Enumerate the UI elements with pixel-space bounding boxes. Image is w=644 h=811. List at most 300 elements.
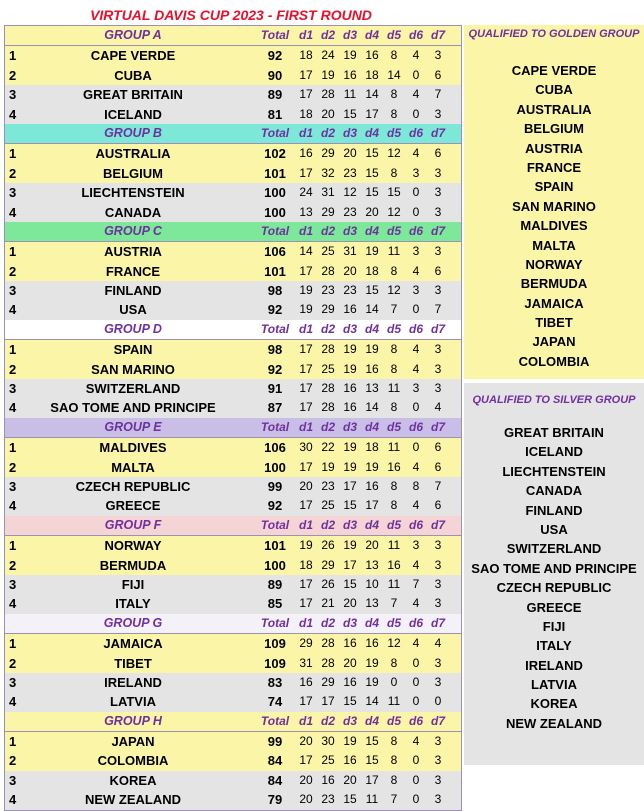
group-name: GROUP G [103,615,163,630]
day-score: 23 [321,792,335,807]
team-rank: 2 [9,557,17,573]
day-header: d1 [298,28,313,42]
day-score: 28 [321,342,335,357]
total-header: Total [260,615,290,630]
day-score: 16 [343,674,357,689]
day-header: d3 [342,321,357,336]
day-score: 20 [365,204,379,219]
day-score: 8 [390,48,398,63]
day-header: d7 [430,713,445,728]
day-score: 13 [365,381,379,396]
team-total: 106 [264,244,286,260]
day-header: d4 [364,419,379,434]
day-header: d3 [342,713,357,728]
team-rank: 2 [9,67,17,83]
day-score: 0 [412,772,420,787]
day-score: 11 [387,440,401,455]
golden-team: AUSTRALIA [516,101,592,117]
day-score: 14 [365,400,379,415]
day-score: 28 [321,636,335,651]
day-header: d4 [364,321,379,336]
group-name: GROUP E [104,419,162,434]
team-total: 101 [264,165,286,181]
team-name: SWITZERLAND [85,381,181,397]
day-score: 16 [343,302,357,317]
day-score: 11 [387,576,401,591]
day-score: 20 [299,734,313,749]
day-score: 17 [299,753,313,768]
golden-team: BERMUDA [520,276,588,292]
silver-team: SWITZERLAND [506,541,602,557]
day-header: d4 [364,125,379,140]
silver-group-list [464,423,644,733]
day-score: 3 [434,106,442,121]
team-name: MALTA [111,459,155,475]
day-score: 7 [390,302,398,317]
day-score: 8 [390,734,398,749]
day-header: d5 [386,125,401,140]
day-score: 16 [343,67,357,82]
day-score: 22 [321,440,335,455]
day-score: 18 [365,263,379,278]
silver-team: KOREA [530,696,578,712]
day-score: 3 [434,734,442,749]
day-score: 3 [412,538,420,553]
day-score: 18 [299,48,313,63]
golden-team: FRANCE [526,159,582,175]
team-total: 84 [267,772,283,788]
team-total: 87 [267,400,283,416]
team-row [5,105,461,124]
day-score: 23 [343,165,357,180]
day-score: 4 [412,734,420,749]
team-total: 89 [267,576,283,592]
day-score: 0 [412,694,420,709]
day-score: 19 [365,674,379,689]
group-header [5,418,461,438]
day-score: 8 [390,655,398,670]
day-score: 11 [387,694,401,709]
day-score: 16 [365,48,379,63]
day-score: 8 [390,498,398,513]
group-header [5,320,461,340]
team-name: KOREA [109,772,157,788]
day-score: 15 [343,498,357,513]
day-score: 11 [387,538,401,553]
day-header: d6 [408,321,423,336]
day-score: 7 [412,576,420,591]
day-score: 0 [412,400,420,415]
team-row [5,300,461,319]
team-row [5,536,461,555]
golden-team: SAN MARINO [512,198,596,214]
day-score: 4 [412,342,420,357]
day-score: 6 [434,498,442,513]
team-row [5,360,461,379]
team-total: 90 [267,67,283,83]
day-score: 16 [365,361,379,376]
day-score: 20 [365,538,379,553]
day-header: d3 [342,615,357,630]
day-header: d2 [320,28,335,42]
team-row [5,477,461,496]
day-header: d6 [408,223,423,238]
day-score: 14 [299,244,313,259]
team-rank: 4 [9,302,17,318]
day-score: 19 [299,538,313,553]
day-header: d4 [364,517,379,532]
day-score: 29 [299,636,313,651]
day-header: d3 [342,419,357,434]
day-header: d1 [298,713,313,728]
day-score: 0 [412,67,420,82]
team-row [5,771,461,790]
team-total: 109 [264,636,286,652]
team-row [5,438,461,457]
silver-team: CANADA [525,483,583,499]
day-score: 18 [299,106,313,121]
day-score: 12 [387,204,401,219]
day-score: 20 [343,655,357,670]
team-name: SPAIN [113,342,153,358]
day-score: 7 [434,302,442,317]
day-score: 17 [299,165,313,180]
day-header: d4 [364,223,379,238]
team-name: GREAT BRITAIN [83,87,183,103]
day-score: 20 [343,772,357,787]
day-score: 12 [387,283,401,298]
day-score: 24 [299,185,313,200]
team-name: FIJI [121,576,145,592]
day-score: 8 [412,478,420,493]
silver-team: USA [540,521,568,537]
day-score: 19 [343,342,357,357]
day-score: 17 [343,478,357,493]
group-name: GROUP A [104,28,162,42]
day-score: 15 [365,146,379,161]
day-score: 17 [365,498,379,513]
day-score: 16 [343,636,357,651]
silver-team: GREAT BRITAIN [504,425,604,440]
day-score: 25 [321,361,335,376]
day-score: 3 [434,342,442,357]
team-rank: 1 [9,342,17,358]
team-name: COLOMBIA [97,753,169,769]
golden-team: JAPAN [532,334,576,350]
day-score: 28 [321,87,335,102]
day-score: 20 [299,792,313,807]
team-total: 92 [267,498,283,514]
day-score: 26 [321,576,335,591]
day-header: d2 [320,517,335,532]
day-score: 4 [412,596,420,611]
team-name: SAN MARINO [91,361,175,377]
silver-group-title: QUALIFIED TO SILVER GROUP [472,394,636,406]
day-score: 11 [365,792,379,807]
team-name: CUBA [114,67,152,83]
day-score: 25 [321,498,335,513]
day-score: 31 [343,244,357,259]
team-row [5,556,461,575]
silver-team: IRELAND [525,657,583,673]
day-score: 19 [321,459,335,474]
day-header: d3 [342,125,357,140]
team-row [5,673,461,692]
golden-team: JAMAICA [524,295,584,311]
golden-team: MALDIVES [520,218,588,234]
day-header: d1 [298,223,313,238]
day-header: d7 [430,125,445,140]
silver-team: LIECHTENSTEIN [502,463,606,479]
team-name: SAO TOME AND PRINCIPE [50,400,216,416]
day-score: 3 [434,753,442,768]
day-score: 3 [412,165,420,180]
day-score: 23 [321,478,335,493]
day-score: 17 [299,459,313,474]
day-score: 8 [390,87,398,102]
day-score: 19 [343,48,357,63]
day-score: 19 [299,302,313,317]
day-score: 7 [434,478,442,493]
team-total: 106 [264,440,286,456]
day-score: 7 [390,792,398,807]
total-header: Total [260,28,290,42]
day-header: d4 [364,28,379,42]
day-score: 3 [434,244,442,259]
day-header: d5 [386,615,401,630]
team-rank: 1 [9,244,17,260]
day-score: 4 [434,400,442,415]
day-score: 0 [412,753,420,768]
day-score: 16 [321,772,335,787]
day-score: 13 [365,596,379,611]
day-score: 17 [299,67,313,82]
day-score: 6 [434,263,442,278]
group-header [5,124,461,144]
day-score: 15 [365,185,379,200]
team-total: 85 [267,596,283,612]
team-name: IRELAND [104,674,162,690]
team-name: CZECH REPUBLIC [75,478,191,494]
team-row [5,732,461,751]
team-name: USA [119,302,147,318]
day-score: 16 [387,557,401,572]
silver-team: FINLAND [525,502,583,518]
day-score: 11 [343,87,357,102]
day-score: 15 [343,576,357,591]
day-score: 4 [412,459,420,474]
team-name: CANADA [104,204,162,220]
day-score: 20 [321,106,335,121]
team-name: ICELAND [104,106,162,122]
total-header: Total [260,713,290,728]
day-score: 15 [365,734,379,749]
team-total: 100 [264,557,286,573]
day-score: 15 [365,753,379,768]
day-score: 30 [321,734,335,749]
day-score: 29 [321,146,335,161]
day-score: 16 [343,753,357,768]
golden-team: SPAIN [534,179,574,195]
day-score: 14 [365,87,379,102]
day-score: 16 [299,674,313,689]
day-score: 23 [321,283,335,298]
silver-team: FIJI [542,618,566,634]
team-total: 102 [264,146,286,162]
day-score: 4 [412,636,420,651]
day-score: 17 [299,400,313,415]
day-score: 16 [343,400,357,415]
team-row [5,281,461,300]
day-score: 8 [390,772,398,787]
group-header [5,222,461,242]
day-score: 19 [365,459,379,474]
silver-team: CZECH REPUBLIC [496,580,612,596]
day-score: 8 [390,361,398,376]
day-score: 7 [434,87,442,102]
day-score: 15 [343,792,357,807]
day-score: 0 [412,674,420,689]
day-score: 3 [434,772,442,787]
golden-team: COLOMBIA [518,353,590,369]
day-header: d3 [342,517,357,532]
day-header: d7 [430,321,445,336]
day-score: 19 [343,734,357,749]
day-score: 12 [387,146,401,161]
day-header: d6 [408,713,423,728]
day-score: 7 [390,596,398,611]
day-score: 29 [321,302,335,317]
day-score: 3 [434,361,442,376]
day-score: 0 [412,302,420,317]
day-score: 30 [299,440,313,455]
day-score: 16 [365,478,379,493]
day-score: 4 [412,48,420,63]
team-rank: 4 [9,792,17,808]
day-score: 3 [412,381,420,396]
group-header [5,712,461,732]
group-name: GROUP B [104,125,162,140]
team-name: BERMUDA [99,557,167,573]
team-rank: 3 [9,772,17,788]
day-score: 19 [365,655,379,670]
golden-group-list [464,61,644,371]
day-score: 8 [390,400,398,415]
day-header: d1 [298,517,313,532]
group-name: GROUP H [104,713,162,728]
team-row [5,458,461,477]
day-score: 0 [412,106,420,121]
team-rank: 4 [9,400,17,416]
day-score: 24 [321,48,335,63]
day-score: 8 [390,165,398,180]
day-score: 0 [412,792,420,807]
team-rank: 3 [9,674,17,690]
day-score: 14 [365,302,379,317]
day-score: 17 [365,106,379,121]
day-score: 25 [321,753,335,768]
team-total: 83 [267,674,283,690]
team-rank: 4 [9,204,17,220]
team-total: 98 [267,342,283,358]
golden-team: AUSTRIA [525,140,583,156]
day-score: 31 [321,185,335,200]
golden-team: MALTA [532,237,576,253]
day-score: 4 [412,557,420,572]
day-score: 17 [299,361,313,376]
team-row [5,379,461,398]
day-score: 3 [434,283,442,298]
day-score: 25 [321,244,335,259]
day-score: 0 [412,204,420,219]
day-header: d5 [386,223,401,238]
team-rank: 4 [9,694,17,710]
team-rank: 3 [9,576,17,592]
team-name: GREECE [105,498,161,514]
silver-team: SAO TOME AND PRINCIPE [471,560,637,576]
day-header: d4 [364,615,379,630]
day-score: 18 [299,557,313,572]
day-score: 0 [390,674,398,689]
day-header: d5 [386,713,401,728]
day-header: d1 [298,419,313,434]
day-header: d7 [430,419,445,434]
day-header: d6 [408,125,423,140]
team-total: 92 [267,48,283,64]
team-total: 100 [264,204,286,220]
team-name: NEW ZEALAND [84,792,182,808]
team-total: 92 [267,302,283,318]
day-score: 20 [343,596,357,611]
day-header: d7 [430,28,445,42]
day-score: 15 [387,185,401,200]
team-rank: 2 [9,165,17,181]
group-name: GROUP F [104,517,162,532]
day-score: 4 [434,636,442,651]
day-header: d2 [320,615,335,630]
silver-team: GREECE [526,599,582,615]
day-score: 8 [390,478,398,493]
team-rank: 1 [9,48,17,64]
team-total: 99 [267,734,283,750]
day-score: 11 [387,244,401,259]
team-row [5,634,461,653]
team-row [5,340,461,359]
team-rank: 2 [9,655,17,671]
team-rank: 1 [9,636,17,652]
team-name: CAPE VERDE [90,48,176,64]
team-row [5,654,461,673]
team-rank: 4 [9,498,17,514]
day-score: 8 [390,753,398,768]
day-score: 29 [321,204,335,219]
team-name: TIBET [114,655,152,671]
day-score: 17 [299,596,313,611]
group-name: GROUP C [104,223,162,238]
team-name: JAPAN [111,734,155,750]
day-score: 13 [365,557,379,572]
team-rank: 3 [9,381,17,397]
day-score: 3 [434,381,442,396]
team-rank: 1 [9,538,17,554]
day-score: 0 [412,440,420,455]
day-score: 13 [299,204,313,219]
day-score: 3 [434,674,442,689]
day-score: 17 [299,263,313,278]
day-header: d6 [408,419,423,434]
total-header: Total [260,125,290,140]
day-score: 3 [434,165,442,180]
